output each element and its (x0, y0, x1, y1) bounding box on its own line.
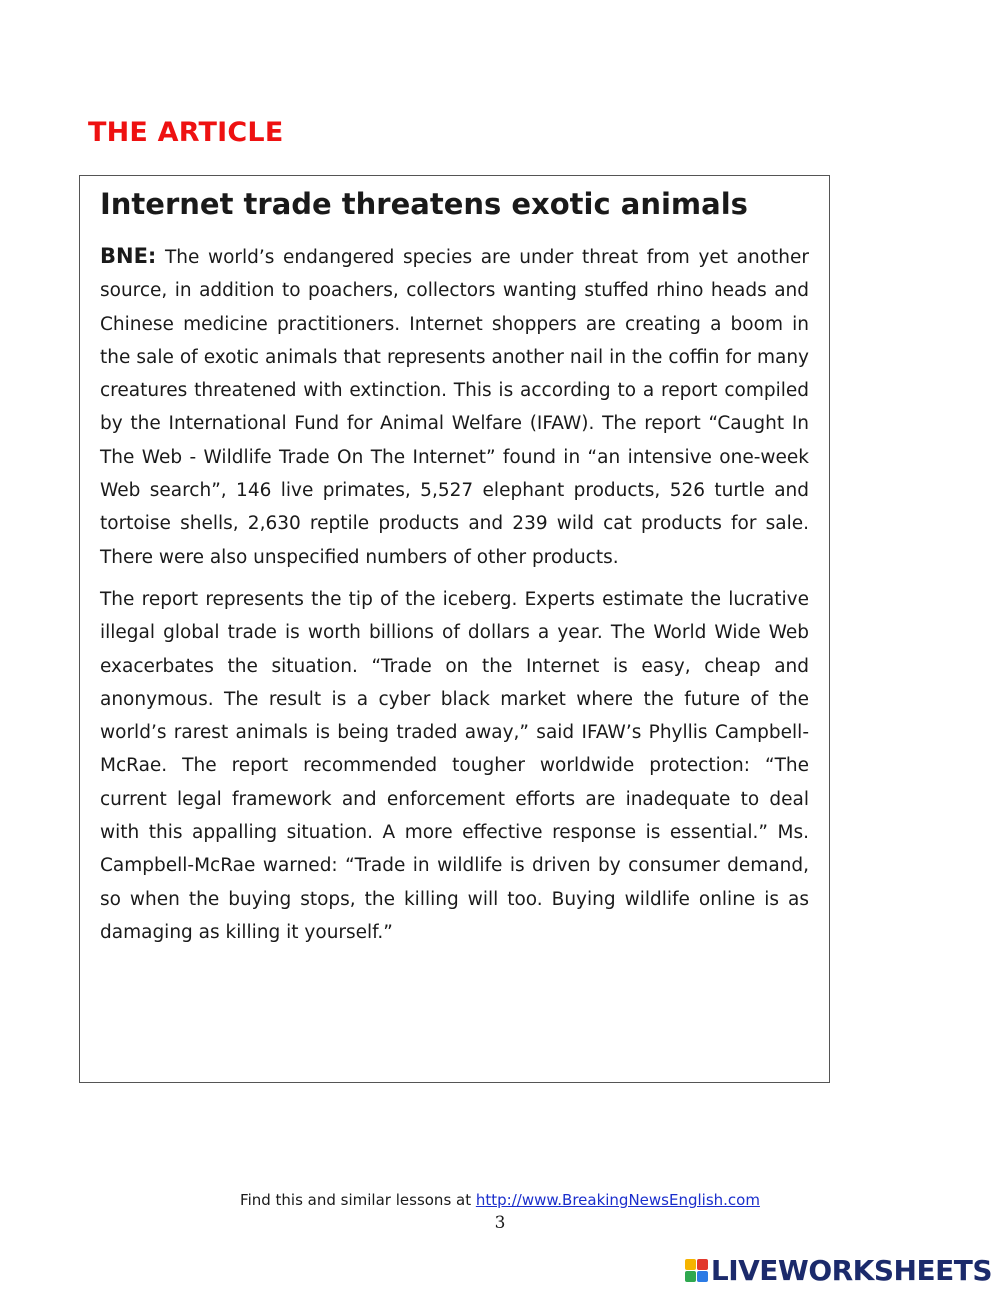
logo-tile (685, 1271, 696, 1282)
article-paragraph-1-text: The world’s endangered species are under threat from yet another source, in addition to poachers, collectors wanting stuffed rhino heads and Chinese medicine practitioners. Internet shoppers are creating a boom in the sale of exotic animals that represents another nail in the coffin for many creatures threatened with extinction. This is according to a report compiled by the International Fund for Animal Welfare (IFAW). The report “Caught In The Web - Wildlife Trade On The Internet” found in “an intensive one-week Web search”, 146 live primates, 5,527 elephant products, 526 turtle and tortoise shells, 2,630 reptile products and 239 wild cat products for sale. There were also unspecified numbers of other products. (100, 247, 809, 568)
footer-credit (0, 1191, 1000, 1209)
article-paragraph-1 (100, 240, 809, 574)
logo-tile (685, 1259, 696, 1270)
article-paragraph-2: The report represents the tip of the iceberg. Experts estimate the lucrative illegal global trade is worth billions of dollars a year. The World Wide Web exacerbates the situation. “Trade on the Internet is easy, cheap and anonymous. The result is a cyber black market where the future of the world’s rarest animals is being traded away,” said IFAW’s Phyllis Campbell-McRae. The report recommended tougher worldwide protection: “The current legal framework and enforcement efforts are inadequate to deal with this appalling situation. A more effective response is essential.” Ms. Campbell-McRae warned: “Trade in wildlife is driven by consumer demand, so when the buying stops, the killing will too. Buying wildlife online is as damaging as killing it yourself.” (100, 588, 809, 943)
logo-tile (697, 1259, 708, 1270)
article-box (79, 175, 830, 1083)
page-number: 3 (494, 1213, 506, 1233)
article-title: Internet trade threatens exotic animals (100, 187, 748, 221)
liveworksheets-watermark[interactable] (685, 1254, 992, 1286)
logo-tile (697, 1271, 708, 1282)
footer-link[interactable]: http://www.BreakingNewsEnglish.com (475, 1191, 760, 1209)
section-heading: THE ARTICLE (88, 117, 284, 148)
liveworksheets-logo-icon (685, 1259, 708, 1282)
footer-text: Find this and similar lessons at (240, 1191, 476, 1209)
article-dateline: BNE: (100, 244, 157, 268)
brand-name: LIVEWORKSHEETS (710, 1253, 992, 1287)
